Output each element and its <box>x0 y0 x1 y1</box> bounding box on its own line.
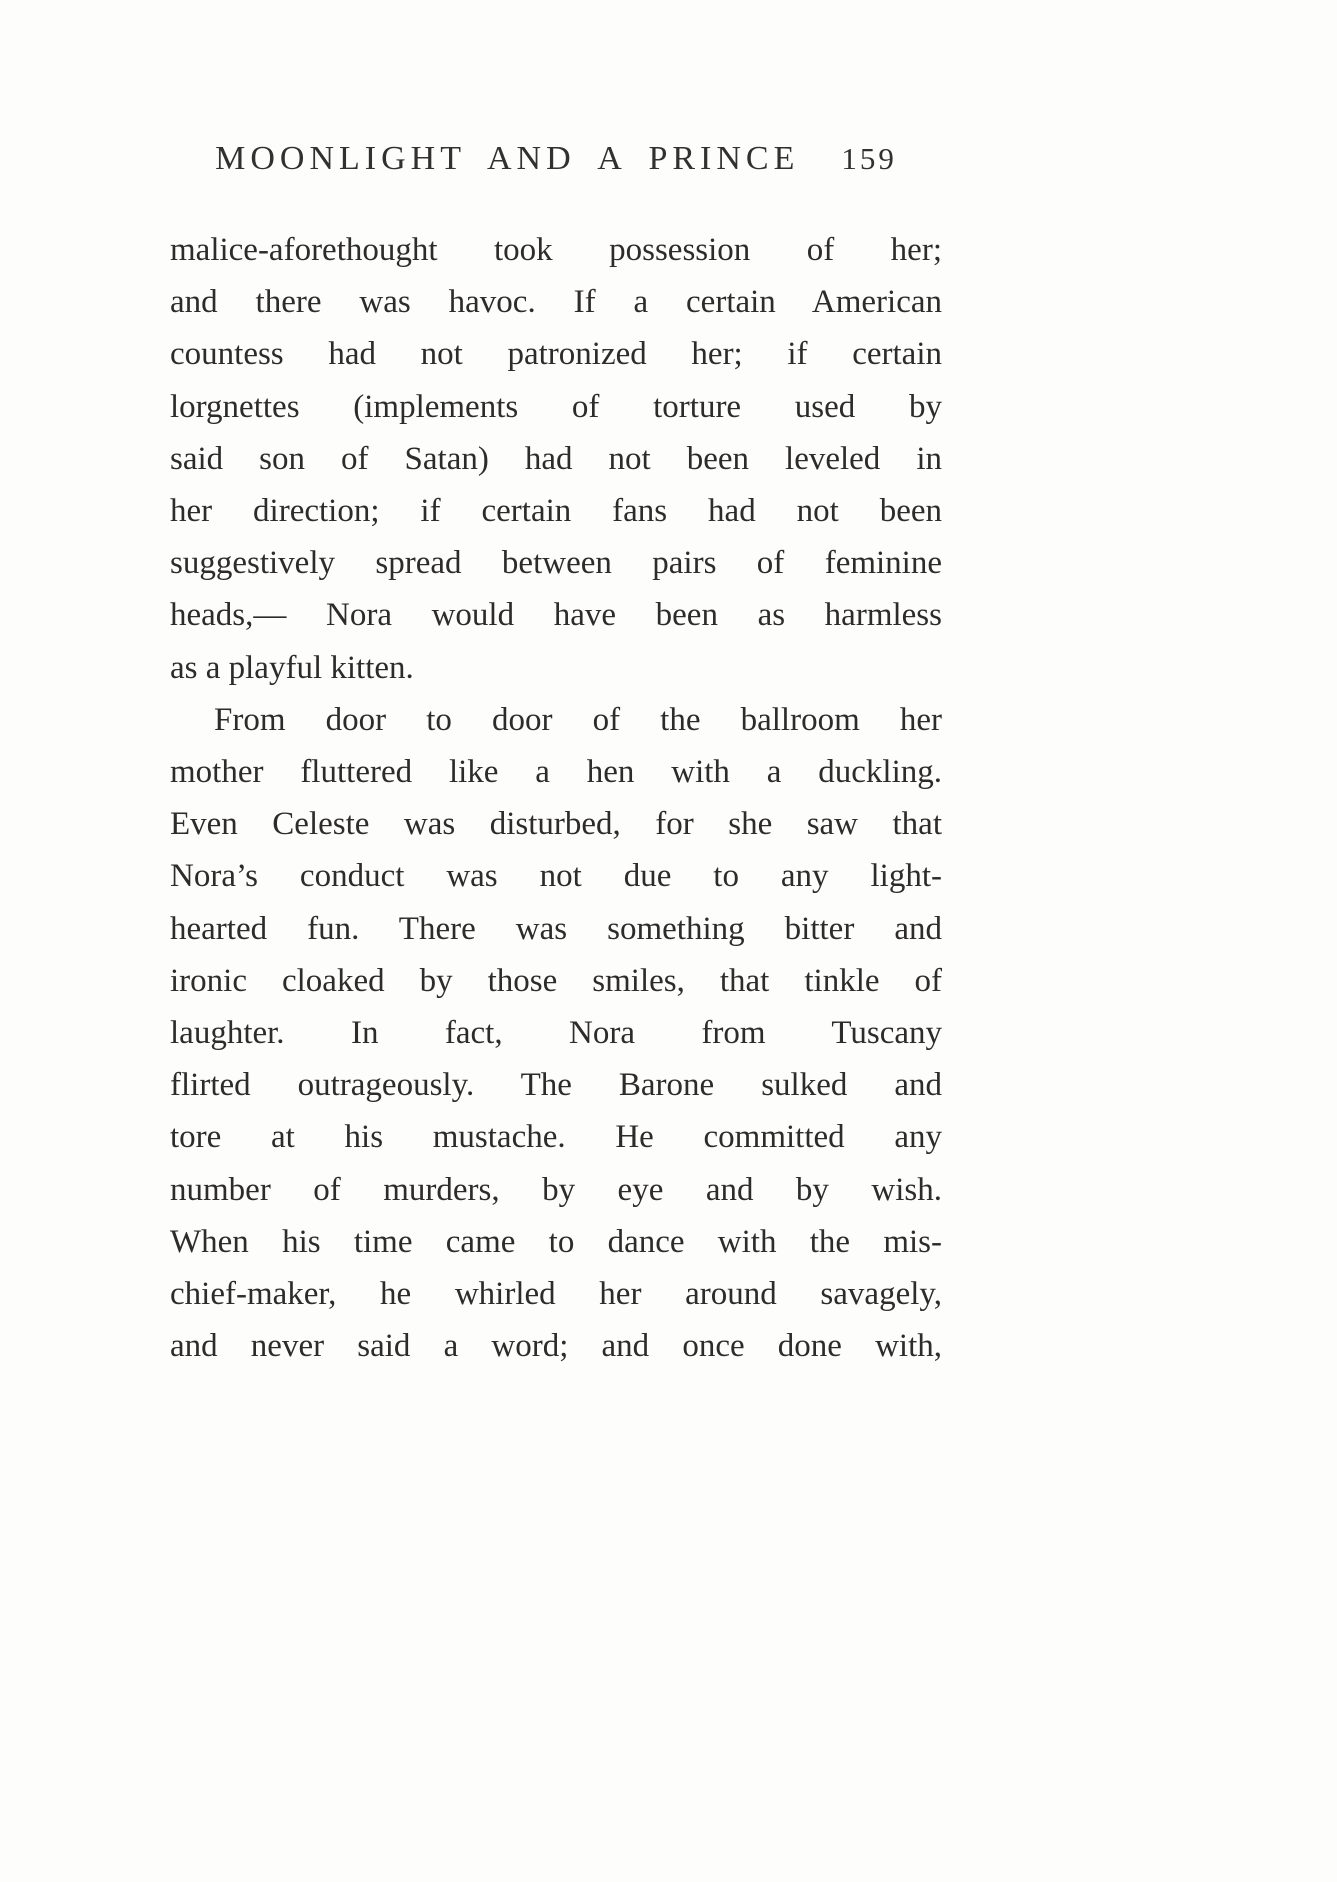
text-line: ironic cloaked by those smiles, that tinkle of <box>170 962 942 999</box>
text-line: From door to door of the ballroom her <box>214 701 942 738</box>
text-line: number of murders, by eye and by wish. <box>170 1171 942 1208</box>
text-line: malice-aforethought took possession of her; <box>170 232 942 268</box>
text-line: Nora’s conduct was not due to any light- <box>170 858 942 895</box>
page-header <box>170 140 942 178</box>
text-line: her direction; if certain fans had not been <box>170 493 942 530</box>
text-line: as a playful kitten. <box>170 649 414 686</box>
running-title: MOONLIGHT AND A PRINCE <box>215 140 800 177</box>
paragraph-2 <box>170 694 942 1373</box>
text-line: laughter. In fact, Nora from Tuscany <box>170 1015 942 1052</box>
paragraph-1 <box>170 224 942 694</box>
text-line: When his time came to dance with the mis- <box>170 1223 942 1260</box>
text-line: said son of Satan) had not been leveled in <box>170 440 942 477</box>
text-line: heads,— Nora would have been as harmless <box>170 597 942 634</box>
text-line: tore at his mustache. He committed any <box>170 1119 942 1156</box>
text-line: mother fluttered like a hen with a duckling. <box>170 754 942 791</box>
text-line: and never said a word; and once done with, <box>170 1328 942 1365</box>
text-line: flirted outrageously. The Barone sulked and <box>170 1067 942 1104</box>
text-line: hearted fun. There was something bitter and <box>170 910 942 947</box>
text-line: suggestively spread between pairs of feminine <box>170 545 942 582</box>
page-body <box>170 224 942 1372</box>
text-line: and there was havoc. If a certain American <box>170 284 942 321</box>
text-line: chief-maker, he whirled her around savagely, <box>170 1276 942 1313</box>
text-line: lorgnettes (implements of torture used by <box>170 388 942 425</box>
text-line: countess had not patronized her; if certain <box>170 336 942 373</box>
text-line: Even Celeste was disturbed, for she saw that <box>170 806 942 843</box>
page-number: 159 <box>841 141 897 176</box>
